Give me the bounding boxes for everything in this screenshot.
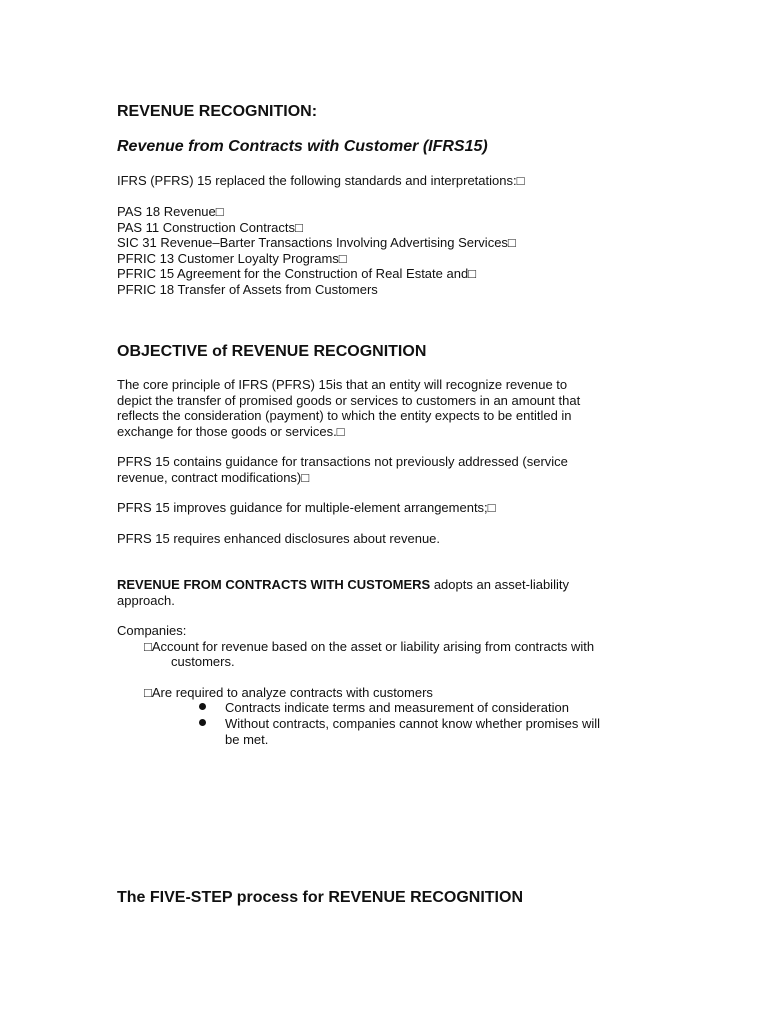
replaced-standards-list [117,204,516,297]
main-heading: REVENUE RECOGNITION: [117,103,318,120]
companies-item-2: □Are required to analyze contracts with customers [144,685,433,700]
paragraph-line: PFRS 15 contains guidance for transactions not previously addressed (service [117,454,568,469]
list-item: PFRIC 13 Customer Loyalty Programs□ [117,250,347,266]
bullet-item: Without contracts, companies cannot know whether promises will [225,716,600,731]
paragraph-line: The core principle of IFRS (PFRS) 15is that an entity will recognize revenue to [117,377,568,392]
contracts-paragraph [117,577,569,608]
sub-heading: Revenue from Contracts with Customer (IFRS15) [117,138,488,155]
bullet-item-cont: be met. [225,732,269,747]
disclosure-paragraph: PFRS 15 requires enhanced disclosures about revenue. [117,531,441,546]
paragraph-line: exchange for those goods or services.□ [117,423,345,439]
bullet-dot [199,719,206,726]
paragraph-line [117,577,569,593]
intro-text: IFRS (PFRS) 15 replaced the following standards and interpretations:□ [117,173,525,188]
contracts-rest-text: adopts an asset-liability [430,577,569,592]
objective-paragraph [117,377,580,439]
list-item: PFRIC 15 Agreement for the Construction of Real Estate and□ [117,266,477,281]
list-item: PFRIC 18 Transfer of Assets from Customers [117,281,378,297]
list-item: PAS 18 Revenue□ [117,204,224,219]
objective-heading: OBJECTIVE of REVENUE RECOGNITION [117,343,427,360]
paragraph-line: depict the transfer of promised goods or services to customers in an amount that [117,392,581,408]
improves-paragraph: PFRS 15 improves guidance for multiple-element arrangements;□ [117,500,496,515]
contracts-bold-text: REVENUE FROM CONTRACTS WITH CUSTOMERS [117,577,431,592]
list-item: PAS 11 Construction Contracts□ [117,219,303,235]
companies-item-1: □Account for revenue based on the asset or liability arising from contracts with [144,639,595,654]
paragraph-line: revenue, contract modifications)□ [117,469,310,485]
bullet-item: Contracts indicate terms and measurement of consideration [225,700,569,715]
paragraph-line: reflects the consideration (payment) to which the entity expects to be entitled in [117,408,572,423]
paragraph-line: approach. [117,592,175,608]
list-item: SIC 31 Revenue–Barter Transactions Involving Advertising Services□ [117,235,516,250]
companies-item-1-cont: customers. [171,654,235,669]
five-step-heading: The FIVE-STEP process for REVENUE RECOGNITION [117,889,523,906]
guidance-paragraph [117,454,568,485]
bullet-dot [199,703,206,710]
companies-label: Companies: [117,623,187,638]
